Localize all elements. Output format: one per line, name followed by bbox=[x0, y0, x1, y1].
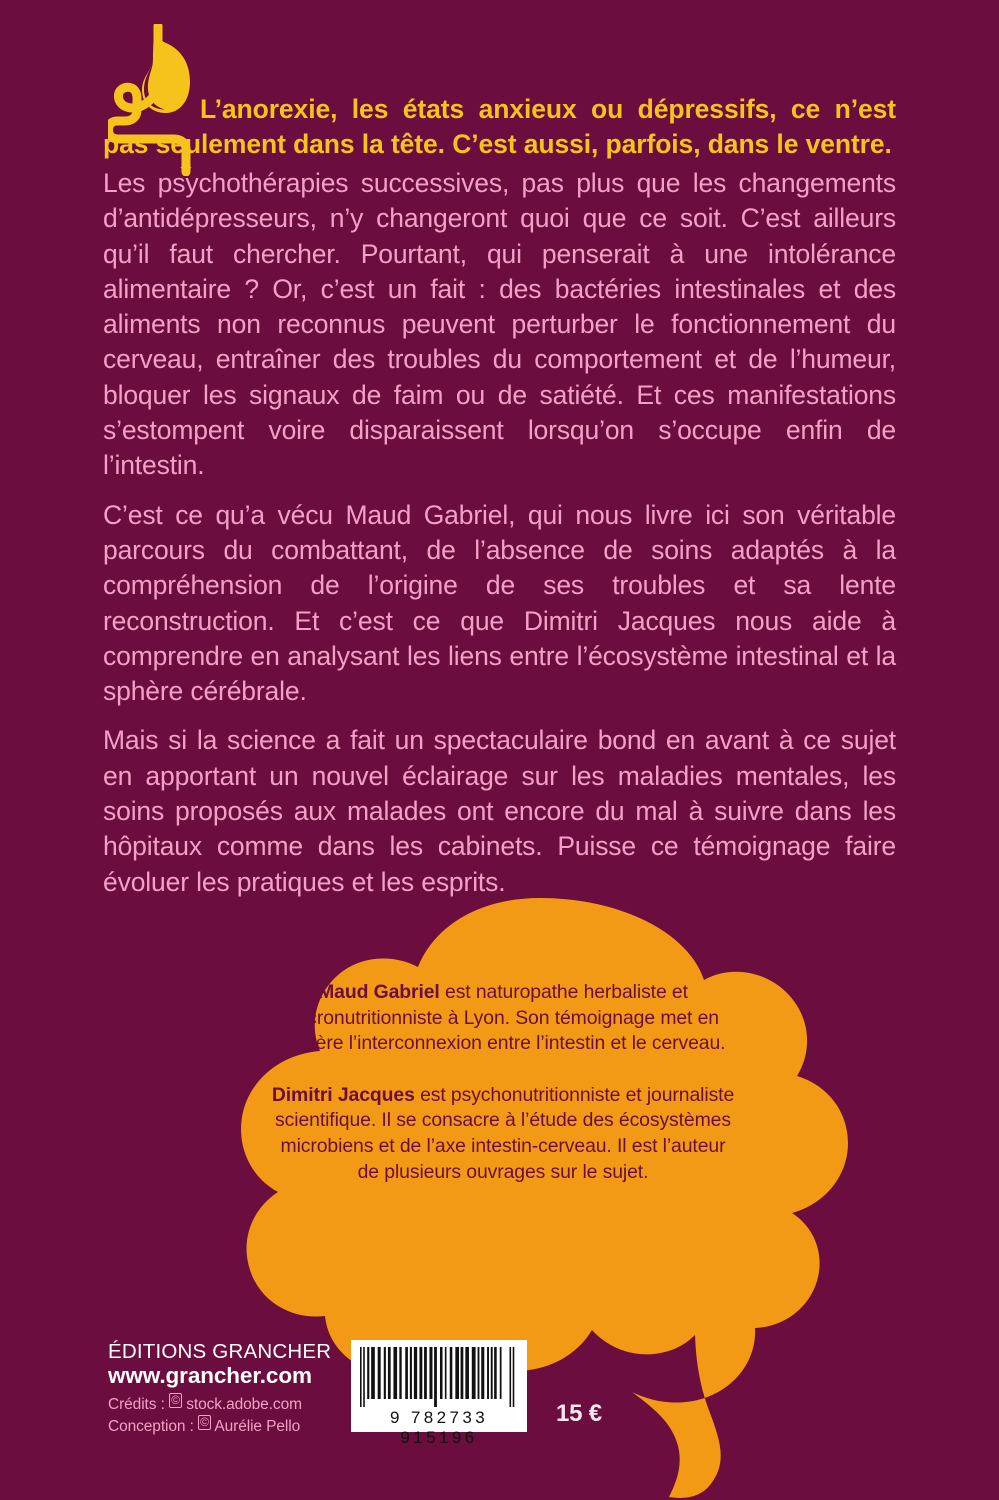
blurb-paragraph-3: Mais si la science a fait un spectaculaire bond en avant à ce sujet en apportant un nouvel éclairage sur les maladies mentales, les soins proposés aux malades ont encore du mal à suivre dans les hôpitaux comme dans les cabinets. Puisse ce témoignage faire évoluer les pratiques et les esprits. bbox=[103, 725, 896, 897]
headline: L’anorexie, les états anxieux ou dépressifs, ce n’est pas seulement dans la tête. C’est aussi, parfois, dans le ventre. bbox=[103, 94, 896, 159]
bio-dimitri-jacques bbox=[268, 1083, 738, 1185]
copyright-icon: © bbox=[198, 1415, 211, 1430]
bio-author-text: est psychonutritionniste et journaliste scientifique. Il se consacre à l’étude des écosystèmes microbiens et de l’axe intestin-cerveau. Il est l’auteur de plusieurs ouvrages sur le sujet. bbox=[275, 1083, 735, 1183]
isbn-digits: 9 782733 915196 bbox=[389, 1408, 489, 1447]
author-bios bbox=[268, 980, 738, 1185]
bio-maud-gabriel bbox=[268, 980, 738, 1057]
isbn-barcode bbox=[351, 1340, 527, 1447]
copyright-icon: © bbox=[169, 1393, 182, 1408]
credits-label: Crédits : bbox=[108, 1396, 170, 1413]
barcode-bars bbox=[360, 1347, 518, 1407]
publisher-name: ÉDITIONS GRANCHER bbox=[108, 1340, 332, 1363]
publisher-block bbox=[108, 1340, 348, 1436]
credits-line bbox=[108, 1393, 348, 1415]
bio-author-name: Maud Gabriel bbox=[318, 981, 440, 1003]
conception-line bbox=[108, 1415, 348, 1437]
blurb-paragraph-1: Les psychothérapies successives, pas plus que les changements d’antidépresseurs, n’y changeront quoi que ce soit. C’est ailleurs qu’il faut chercher. Pourtant, qui penserait à une intolérance alimentaire ? Or, c’est un fait : des bactéries intestinales et des aliments non reconnus peuvent perturber le fonctionnement du cerveau, entraîner des troubles du comportement et de l’humeur, bloquer les signaux de faim ou de satiété. Et ces manifestations s’estompent voire disparaissent lorsqu’on s’occupe enfin de l’intestin. bbox=[103, 168, 896, 481]
price-label: 15 € bbox=[556, 1400, 602, 1427]
bio-author-text: est naturopathe herbaliste et micronutritionniste à Lyon. Son témoignage met en lumière l’interconnexion entre l’intestin et le cerveau. bbox=[280, 981, 726, 1055]
conception-label: Conception : bbox=[108, 1417, 199, 1435]
credits-value: stock.adobe.com bbox=[182, 1396, 302, 1413]
bio-author-name: Dimitri Jacques bbox=[271, 1083, 415, 1106]
blurb-text-block bbox=[103, 92, 896, 900]
blurb-paragraph-2: C’est ce qu’a vécu Maud Gabriel, qui nous livre ici son véritable parcours du combattant, de l’absence de soins adaptés à la compréhension de l’origine de ses troubles et sa lente reconstruction. Et c’est ce que Dimitri Jacques nous aide à comprendre en analysant les liens entre l’écosystème intestinal et la sphère cérébrale. bbox=[103, 499, 896, 707]
publisher-website[interactable]: www.grancher.com bbox=[108, 1363, 312, 1388]
conception-value: Aurélie Pello bbox=[211, 1417, 301, 1435]
